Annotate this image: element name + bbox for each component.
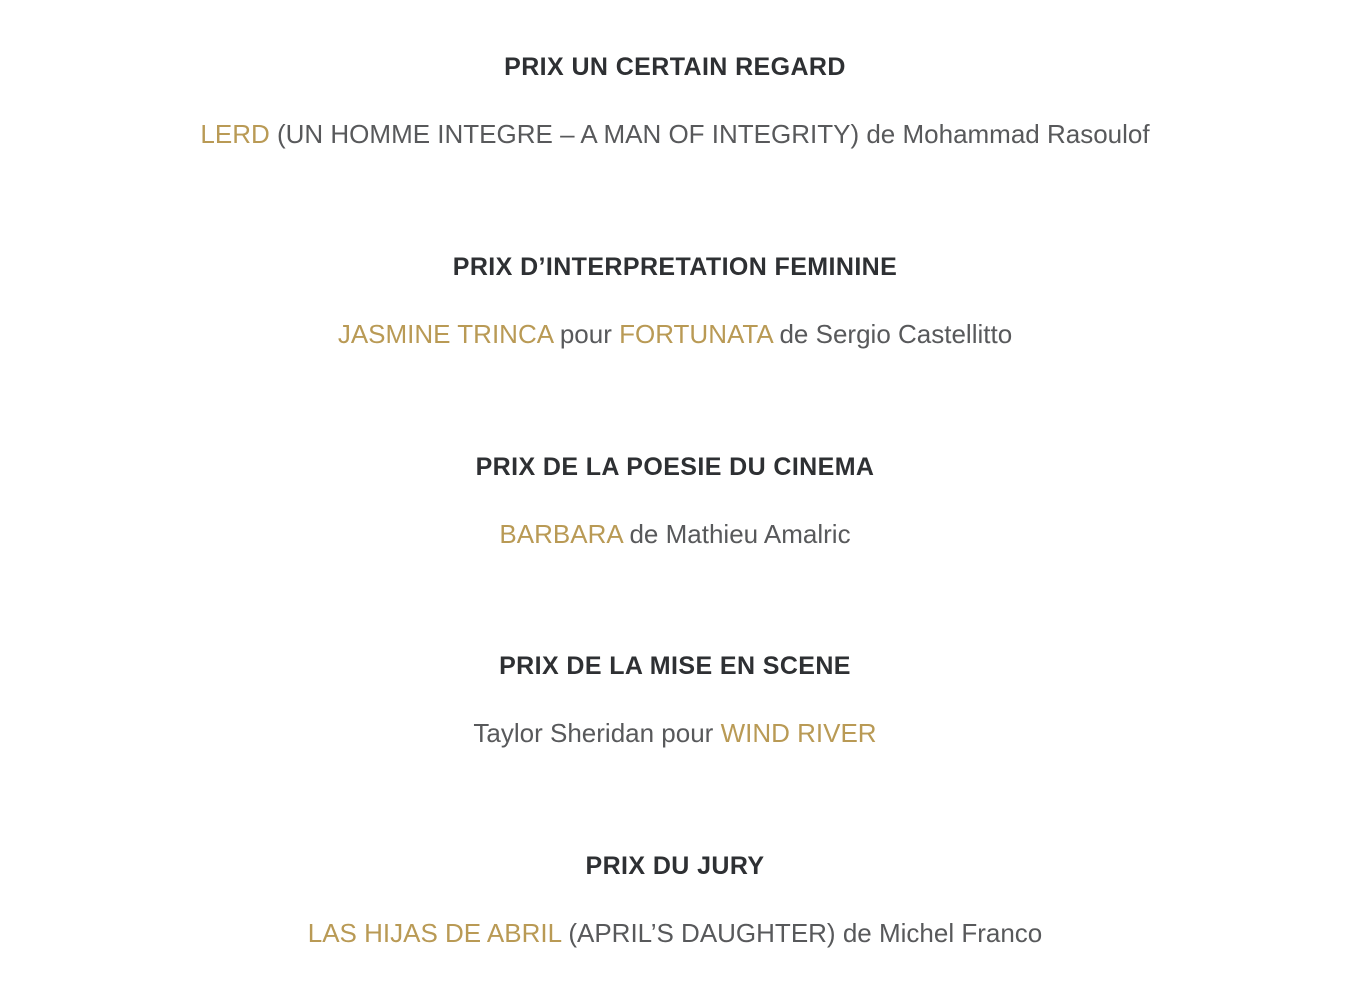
- title-spacer: [0, 482, 1350, 518]
- award-plain-text: Taylor Sheridan pour: [473, 718, 721, 749]
- block-spacer: [0, 751, 1350, 851]
- award-recipient-line: [0, 518, 1350, 552]
- award-title: PRIX DE LA POESIE DU CINEMA: [475, 452, 875, 481]
- award-highlight-text: LERD: [200, 119, 270, 149]
- title-spacer: [0, 282, 1350, 318]
- award-plain-text: pour: [552, 318, 620, 349]
- award-recipient-line: [0, 318, 1350, 352]
- award-title: PRIX UN CERTAIN REGARD: [504, 53, 846, 81]
- award-title: PRIX DU JURY: [585, 852, 765, 881]
- award-highlight-text: WIND RIVER: [720, 718, 877, 749]
- block-spacer: [0, 152, 1350, 252]
- award-plain-text: de Mathieu Amalric: [622, 518, 851, 549]
- title-spacer: [0, 881, 1350, 917]
- award-plain-text: (UN HOMME INTEGRE – A MAN OF INTEGRITY) de Mohammad Rasoulof: [269, 119, 1150, 149]
- award-plain-text: de Sergio Castellitto: [772, 318, 1013, 349]
- awards-container: [0, 52, 1350, 951]
- award-block: [0, 452, 1350, 552]
- award-title: PRIX DE LA MISE EN SCENE: [499, 652, 851, 681]
- award-plain-text: (APRIL’S DAUGHTER) de Michel Franco: [561, 918, 1043, 949]
- award-block: [0, 52, 1350, 152]
- award-recipient-line: [0, 917, 1350, 951]
- award-block: [0, 851, 1350, 951]
- award-highlight-text: FORTUNATA: [619, 318, 773, 349]
- award-block: [0, 252, 1350, 352]
- award-highlight-text: JASMINE TRINCA: [337, 318, 553, 349]
- award-block: [0, 651, 1350, 751]
- title-spacer: [0, 82, 1350, 118]
- title-spacer: [0, 681, 1350, 717]
- award-recipient-line: [0, 717, 1350, 751]
- block-spacer: [0, 551, 1350, 651]
- award-recipient-line: [0, 118, 1350, 152]
- award-title: PRIX D’INTERPRETATION FEMININE: [452, 252, 898, 281]
- block-spacer: [0, 352, 1350, 452]
- award-highlight-text: BARBARA: [499, 518, 623, 549]
- award-highlight-text: LAS HIJAS DE ABRIL: [307, 918, 562, 949]
